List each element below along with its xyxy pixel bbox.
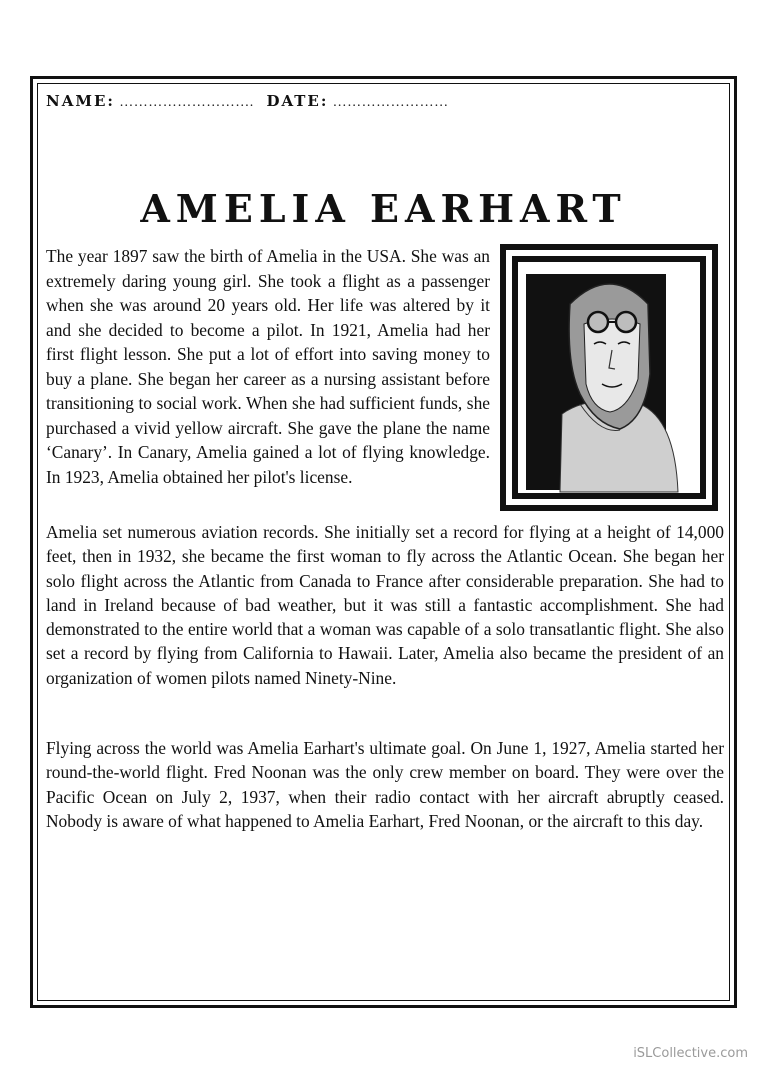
paragraph-1: The year 1897 saw the birth of Amelia in the USA. She was an extremely daring young girl. She took a flight as a passenger when she was around 20 years old. Her life was altered by it and she decided to become a pilot. In 1921, Amelia had her first flight lesson. She put a lot of effort into saving money to buy a plane. She began her career as a nursing assistant before transitioning to social work. When she had sufficient funds, she purchased a vivid yellow aircraft. She gave the plane the name ‘Canary’. In Canary, Amelia gained a lot of flying knowledge. In 1923, Amelia obtained her pilot's license.: [46, 246, 490, 487]
name-blank: ……………………….: [119, 95, 254, 110]
paragraph-2: Amelia set numerous aviation records. She initially set a record for flying at a height of 14,000 feet, then in 1932, she became the first woman to fly across the Atlantic Ocean. She began her solo flight across the Atlantic from Canada to France after considerable preparation. She had to land in Ireland because of bad weather, but it was still a fantastic accomplishment. She had demonstrated to the entire world that a woman was capable of a solo transatlantic flight. She also set a record by flying from California to Hawaii. Later, Amelia also became the president of an organization of women pilots named Ninety-Nine.: [46, 522, 724, 688]
date-label: DATE:: [266, 92, 329, 110]
name-date-line: [46, 92, 449, 111]
page-title: AMELIA EARHART: [140, 186, 627, 231]
paragraph-3: Flying across the world was Amelia Earhart's ultimate goal. On June 1, 1927, Amelia started her round-the-world flight. Fred Noonan was the only crew member on board. They were over the Pacific Ocean on July 2, 1937, when their radio contact with her aircraft abruptly ceased. Nobody is aware of what happened to Amelia Earhart, Fred Noonan, or the aircraft to this day.: [46, 738, 724, 831]
watermark-footer: iSLCollective.com: [633, 1046, 748, 1061]
date-blank: ……………………: [332, 95, 449, 110]
name-label: NAME:: [46, 92, 115, 110]
amelia-portrait-image: [500, 244, 718, 511]
